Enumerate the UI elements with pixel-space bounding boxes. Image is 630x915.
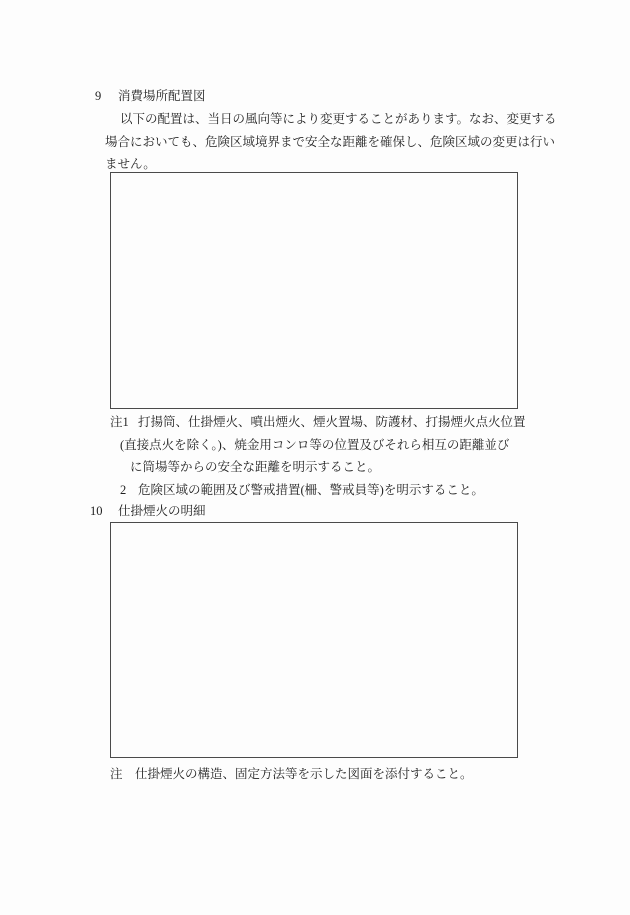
section-9-number: 9 (95, 89, 102, 103)
paragraph-line-1: 以下の配置は、当日の風向等により変更することがあります。なお、変更する (120, 112, 557, 126)
note-1-line-3: に筒場等からの安全な距離を明示すること。 (130, 460, 381, 474)
layout-diagram-box (110, 172, 518, 409)
section-9-heading (95, 85, 206, 108)
section-10-title: 仕掛煙火の明細 (118, 504, 206, 518)
section-10-heading (90, 500, 206, 523)
note-1-text-1: 打揚筒、仕掛煙火、噴出煙火、煙火置場、防護材、打揚煙火点火位置 (138, 415, 526, 429)
section-10-note (110, 763, 473, 786)
note-1-label: 注1 (110, 415, 129, 429)
fireworks-detail-box (110, 522, 518, 758)
section-9-paragraph (105, 108, 557, 176)
note-2-label: 2 (120, 482, 127, 497)
section-9-notes (0, 411, 630, 501)
section-10-note-label: 注 (110, 767, 123, 781)
note-2-line (0, 479, 630, 502)
note-2-text: 危険区域の範囲及び警戒措置(柵、警戒員等)を明示すること。 (138, 482, 484, 497)
section-10-note-text: 仕掛煙火の構造、固定方法等を示した図面を添付すること。 (135, 767, 473, 781)
section-10-number: 10 (90, 504, 103, 518)
note-1-line-2: (直接点火を除く。)、焼金用コンロ等の位置及びそれら相互の距離並び (120, 437, 510, 452)
paragraph-line-3: ません。 (105, 157, 156, 171)
paragraph-line-2: 場合においても、危険区域境界まで安全な距離を確保し、危険区域の変更は行い (105, 134, 556, 149)
section-9-title: 消費場所配置図 (118, 89, 206, 103)
note-1-line-1 (0, 411, 630, 434)
